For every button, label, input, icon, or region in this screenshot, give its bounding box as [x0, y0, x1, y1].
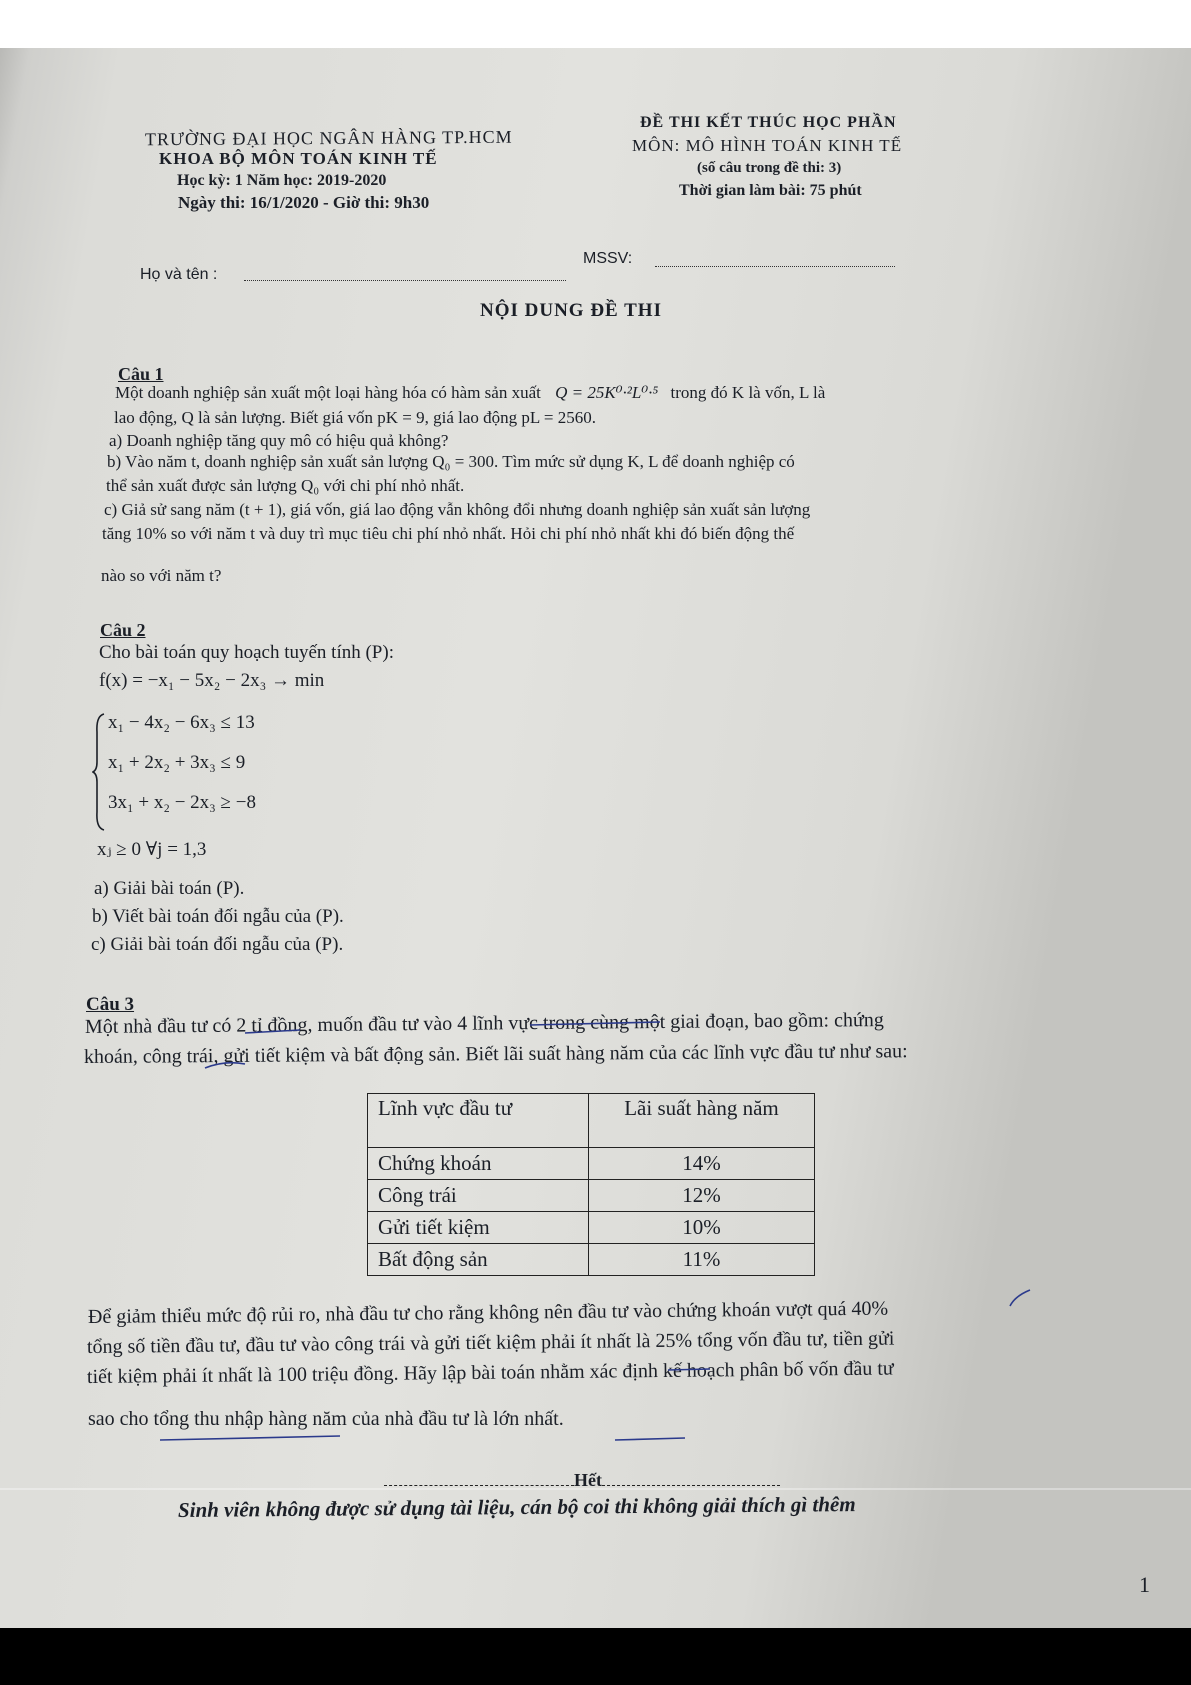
q1-part-b-line2: thể sản xuất được sản lượng Q₀ với chi phí nhỏ nhất. [106, 476, 465, 495]
header-rate: Lãi suất hàng năm [589, 1094, 815, 1148]
section-title: NỘI DUNG ĐỀ THI [480, 300, 662, 321]
field-rate: 14% [589, 1148, 815, 1180]
q1-part-b-line1: b) Vào năm t, doanh nghiệp sản xuất sản lượng Q₀ = 300. Tìm mức sử dụng K, L để doanh nghiệp có [107, 452, 795, 471]
question-count: (số câu trong đề thi: 3) [697, 160, 842, 176]
field-name: Gửi tiết kiệm [368, 1212, 589, 1244]
constraint-3: 3x₁ + x₂ − 2x₃ ≥ −8 [108, 792, 256, 813]
q1-heading: Câu 1 [118, 364, 164, 384]
q1-part-c-line1: c) Giả sử sang năm (t + 1), giá vốn, giá lao động vẫn không đổi nhưng doanh nghiệp sản xuất sản lượng [104, 500, 811, 519]
pen-underline-minimum [668, 1369, 710, 1370]
q2-heading: Câu 2 [100, 620, 146, 640]
constraint-1: x₁ − 4x₂ − 6x₃ ≤ 13 [108, 712, 255, 733]
q2-intro: Cho bài toán quy hoạch tuyến tính (P): [99, 642, 394, 663]
subject-name: MÔN: MÔ HÌNH TOÁN KINH TẾ [632, 136, 903, 155]
q1-part-c-line3: nào so với năm t? [101, 566, 222, 585]
q3-line2: khoán, công trái, gửi tiết kiệm và bất động sản. Biết lãi suất hàng năm của các lĩnh vực đầu tư như sau: [83, 1040, 908, 1068]
q2-part-c: c) Giải bài toán đối ngẫu của (P). [91, 934, 344, 955]
faculty-name: KHOA BỘ MÔN TOÁN KINH TẾ [159, 149, 438, 168]
nonnegativity: xⱼ ≥ 0 ∀j = 1,3 [97, 839, 207, 860]
q1-formula: Q = 25K⁰·²L⁰·⁵ [555, 383, 659, 402]
q3-para-line2: tổng số tiền đầu tư, đầu tư vào công trái và gửi tiết kiệm phải ít nhất là 25% tổng vốn đầu tư, tiền gửi [86, 1327, 895, 1358]
semester-info: Học kỳ: 1 Năm học: 2019-2020 [177, 172, 387, 189]
pen-underline-fields [530, 1022, 660, 1025]
school-name: TRƯỜNG ĐẠI HỌC NGÂN HÀNG TP.HCM [144, 126, 513, 150]
field-rate: 10% [589, 1212, 815, 1244]
pen-underline-savings [205, 1063, 245, 1068]
student-id-label: MSSV: [583, 250, 633, 267]
q3-line1: Một nhà đầu tư có 2 tỉ đồng, muốn đầu tư vào 4 lĩnh vực trong cùng một giai đoạn, bao gồm: chứng [84, 1009, 884, 1038]
field-rate: 12% [589, 1180, 815, 1212]
q1-line1: Một doanh nghiệp sản xuất một loại hàng hóa có hàm sản xuất [115, 383, 541, 402]
q1-part-c-line2: tăng 10% so với năm t và duy trì mục tiêu chi phí nhỏ nhất. Hỏi chi phí nhỏ nhất khi đó biến động thế [102, 524, 795, 543]
q1-line1-tail: trong đó K là vốn, L là [670, 383, 826, 402]
q2-objective: f(x) = −x₁ − 5x₂ − 2x₃ → min [99, 670, 325, 691]
header-field: Lĩnh vực đầu tư [368, 1094, 589, 1148]
page-number: 1 [1139, 1572, 1150, 1597]
q3-para-line3: tiết kiệm phải ít nhất là 100 triệu đồng. Hãy lập bài toán nhằm xác định kế hoạch phân bố vốn đầu tư [86, 1357, 894, 1388]
exam-title: ĐỀ THI KẾT THÚC HỌC PHẦN [640, 114, 897, 131]
field-name: Bất động sản [368, 1244, 589, 1276]
pen-underline-amount [245, 1030, 300, 1033]
field-rate: 11% [589, 1244, 815, 1276]
q3-heading: Câu 3 [86, 994, 135, 1015]
name-label: Họ và tên : [140, 266, 218, 283]
q2-part-b: b) Viết bài toán đối ngẫu của (P). [92, 906, 344, 927]
footer-note: Sinh viên không được sử dụng tài liệu, cán bộ coi thi không giải thích gì thêm [177, 1492, 856, 1522]
constraint-2: x₁ + 2x₂ + 3x₃ ≤ 9 [108, 752, 246, 773]
pen-underline-max [615, 1438, 685, 1440]
q2-part-a: a) Giải bài toán (P). [94, 878, 245, 899]
field-name: Công trái [368, 1180, 589, 1212]
q1-part-a: a) Doanh nghiệp tăng quy mô có hiệu quả không? [109, 431, 449, 450]
q3-para-line1: Để giảm thiểu mức độ rủi ro, nhà đầu tư cho rằng không nên đầu tư vào chứng khoán vượt quá 40% [87, 1297, 889, 1328]
exam-duration: Thời gian làm bài: 75 phút [679, 182, 862, 199]
pen-check-mark [1010, 1290, 1030, 1306]
q3-para-line4: sao cho tổng thu nhập hàng năm của nhà đầu tư là lớn nhất. [88, 1408, 564, 1430]
end-text: Hết [574, 1470, 602, 1490]
end-marker [384, 1470, 780, 1491]
pen-underline-income [160, 1436, 340, 1440]
q1-line2: lao động, Q là sản lượng. Biết giá vốn pK = 9, giá lao động pL = 2560. [114, 408, 596, 427]
exam-date: Ngày thi: 16/1/2020 - Giờ thi: 9h30 [178, 193, 430, 212]
field-name: Chứng khoán [368, 1148, 589, 1180]
